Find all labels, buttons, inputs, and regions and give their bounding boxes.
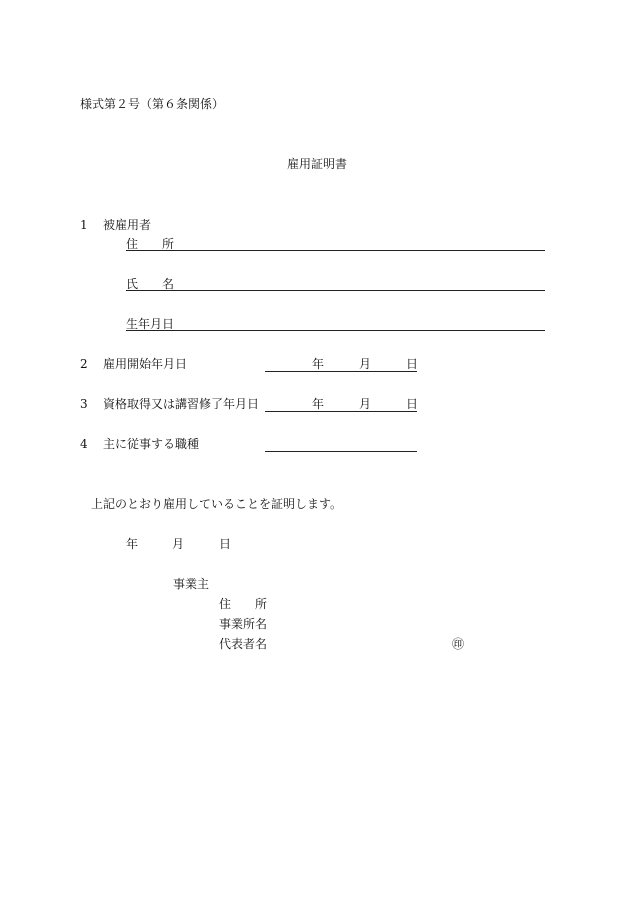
section2-number: 2 [80, 357, 88, 371]
signature-year: 年 [126, 537, 139, 551]
certification-statement: 上記のとおり雇用していることを証明します。 [91, 497, 343, 511]
section2-day: 日 [406, 357, 419, 371]
section1-number: 1 [80, 218, 88, 232]
section3-label: 資格取得又は講習修了年月日 [103, 397, 260, 411]
document-title: 雇用証明書 [287, 157, 348, 171]
section3-date-line[interactable] [265, 411, 417, 412]
seal-mark: ㊞ [452, 637, 465, 651]
address-field-line[interactable] [126, 250, 545, 251]
section2-year: 年 [312, 357, 325, 371]
form-number: 様式第２号（第６条関係） [80, 97, 225, 111]
section3-year: 年 [312, 397, 325, 411]
employer-address-label: 住 所 [219, 597, 268, 611]
employer-office-label: 事業所名 [219, 617, 268, 631]
employer-representative-label: 代表者名 [219, 637, 268, 651]
section4-label: 主に従事する職種 [103, 437, 200, 451]
section3-month: 月 [359, 397, 372, 411]
section4-number: 4 [80, 437, 88, 451]
name-label: 氏 名 [126, 277, 175, 291]
name-field-line[interactable] [126, 290, 545, 291]
address-label: 住 所 [126, 237, 175, 251]
birthdate-label: 生年月日 [126, 317, 175, 331]
section3-day: 日 [406, 397, 419, 411]
birthdate-field-line[interactable] [126, 330, 545, 331]
section2-date-line[interactable] [265, 371, 417, 372]
employer-heading: 事業主 [173, 577, 210, 591]
section2-month: 月 [359, 357, 372, 371]
section2-label: 雇用開始年月日 [103, 357, 188, 371]
signature-day: 日 [219, 537, 232, 551]
section3-number: 3 [80, 397, 88, 411]
signature-month: 月 [172, 537, 185, 551]
section1-heading: 被雇用者 [103, 218, 152, 232]
occupation-field-line[interactable] [265, 451, 417, 452]
